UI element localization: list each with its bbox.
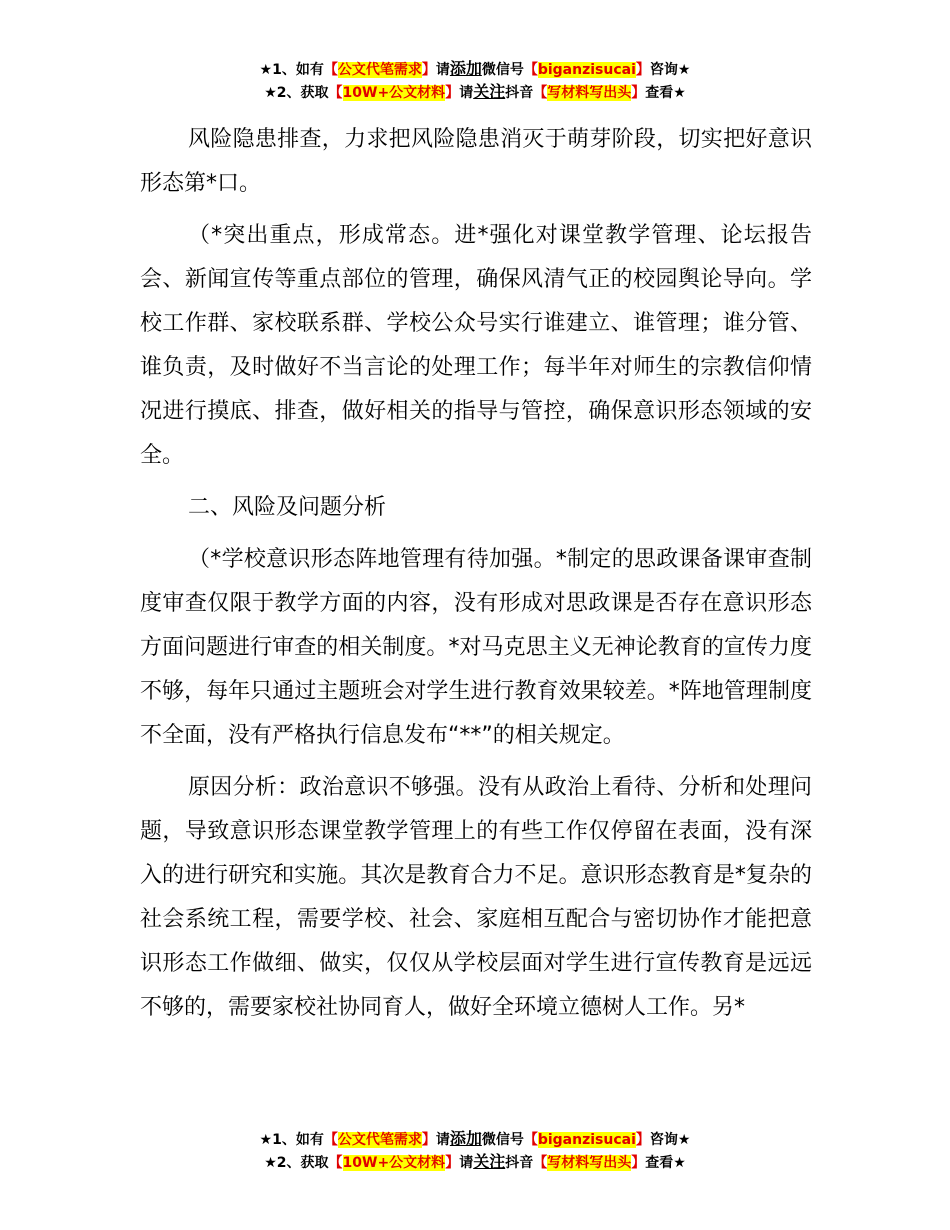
paragraph-problem: （*学校意识形态阵地管理有待加强。*制定的思政课备课审查制度审查仅限于教学方面的内容，没有形成对思政课是否存在意识形态方面问题进行审查的相关制度。*对马克思主义无神论教育的宣传力度不够，每年只通过主题班会对学生进行教育效果较差。*阵地管理制度不全面，没有严格执行信息发布“**”的相关规定。 [140,547,812,748]
banner-text: ★2、获取 [264,1155,329,1171]
bracket: 【 [328,85,343,101]
banner-text: 请 [459,85,474,101]
banner-text: ★2、获取 [264,85,329,101]
paragraph-focus: （*突出重点，形成常态。进*强化对课堂教学管理、论坛报告会、新闻宣传等重点部位的管理，确保风清气正的校园舆论导向。学校工作群、家校联系群、学校公众号实行谁建立、谁管理；谁分管、谁负责，及时做好不当言论的处理工作；每半年对师生的宗教信仰情况进行摸底、排查，做好相关的指导与管控，确保意识形态领域的安全。 [140,223,812,468]
bracket: 【 [323,62,338,78]
bracket: 【 [328,1155,343,1171]
bracket: 】 [445,1155,460,1171]
ghostwriting-highlight: 公文代笔需求 [337,1132,422,1148]
bracket: 】 [421,1132,436,1148]
footer-banner [0,1128,950,1174]
follow-emphasis: 关注 [473,1152,506,1171]
banner-text: 查看★ [645,85,686,101]
banner-line-2 [0,81,950,104]
follow-emphasis: 关注 [473,82,506,101]
bracket: 】 [635,1132,650,1148]
wechat-id-highlight: biganzisucai [537,1132,636,1148]
bracket: 】 [635,62,650,78]
add-emphasis: 添加 [449,59,482,78]
banner-line-1 [0,58,950,81]
bracket: 【 [523,62,538,78]
bracket: 】 [631,1155,646,1171]
bracket: 【 [323,1132,338,1148]
ghostwriting-highlight: 公文代笔需求 [337,62,422,78]
banner-text: 请 [435,1132,450,1148]
banner-text: ★1、如有 [259,1132,324,1148]
douyin-account-highlight: 写材料写出头 [547,1155,632,1171]
banner-text: 抖音 [505,85,534,101]
paragraph-cause-analysis: 原因分析：政治意识不够强。没有从政治上看待、分析和处理问题，导致意识形态课堂教学管理上的有些工作仅停留在表面，没有深入的进行研究和实施。其次是教育合力不足。意识形态教育是*复杂的社会系统工程，需要学校、社会、家庭相互配合与密切协作才能把意识形态工作做细、做实，仅仅从学校层面对学生进行宣传教育是远远不够的，需要家校社协同育人，做好全环境立德树人工作。另* [140,775,812,1020]
bracket: 【 [523,1132,538,1148]
banner-text: 请 [459,1155,474,1171]
bracket: 【 [533,85,548,101]
material-highlight: 10W+公文材料 [342,85,446,101]
banner-text: 咨询★ [649,62,691,78]
wechat-id-highlight: biganzisucai [537,62,636,78]
bracket: 】 [631,85,646,101]
bracket: 】 [445,85,460,101]
banner-text: 咨询★ [649,1132,691,1148]
banner-text: ★1、如有 [259,62,324,78]
document-body [140,118,812,1038]
header-banner [0,58,950,104]
bracket: 】 [421,62,436,78]
paragraph-risk-check: 风险隐患排查，力求把风险隐患消灭于萌芽阶段，切实把好意识形态第*口。 [140,127,812,196]
bracket: 【 [533,1155,548,1171]
banner-text: 查看★ [645,1155,686,1171]
banner-text: 微信号 [481,1132,524,1148]
douyin-account-highlight: 写材料写出头 [547,85,632,101]
banner-text: 微信号 [481,62,524,78]
banner-text: 请 [435,62,450,78]
section-heading: 二、风险及问题分析 [188,495,387,520]
banner-line-2 [0,1151,950,1174]
material-highlight: 10W+公文材料 [342,1155,446,1171]
add-emphasis: 添加 [449,1129,482,1148]
banner-line-1 [0,1128,950,1151]
banner-text: 抖音 [505,1155,534,1171]
